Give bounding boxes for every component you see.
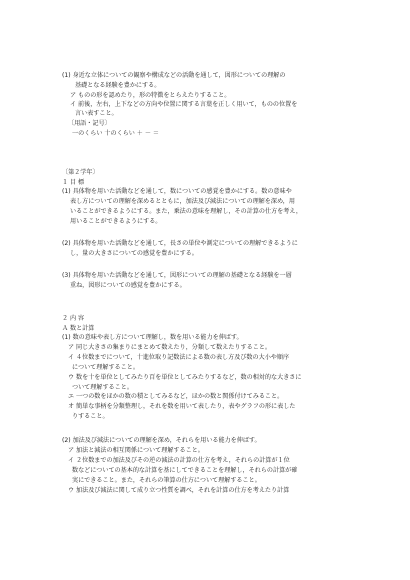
text-line: １ 目 標: [62, 179, 85, 186]
text-line: 〔第２学年〕: [62, 169, 99, 176]
text-line: 実にできること。また，それらの筆算の仕方について理解すること。: [72, 477, 261, 484]
text-line: イ 前後，左右，上下などの方向や位置に関する言葉を正しく用いて，ものの位置を: [70, 101, 298, 108]
text-line: 表し方についての理解を深めるとともに，加法及び減法についての理解を深め，用: [70, 198, 295, 205]
text-line: ア 同じ大きさの集まりにまとめて数えたり，分類して数えたりすること。: [68, 344, 272, 351]
text-line: ついて理解すること。: [72, 384, 133, 391]
text-line: (3) 具体物を用いた活動などを通して，図形についての理解の基礎となる経験を一層: [62, 272, 292, 279]
text-line: 〔用語・記号〕: [68, 120, 111, 127]
text-line: オ 簡単な事柄を分類整理し，それを数を用いて表したり，表やグラフの形に表した: [68, 403, 296, 410]
text-line: (1) 身近な立体についての観察や構成などの活動を通して，図形についての理解の: [62, 72, 286, 79]
text-line: 用いることができるようにする。: [70, 218, 162, 225]
text-line: ウ 加法及び減法に関して成り立つ性質を調べ，それを計算の仕方を考えたり計算: [68, 487, 290, 494]
text-line: (2) 加法及び減法についての理解を深め，それらを用いる能力を伸ばす。: [62, 437, 261, 444]
text-line: エ 一つの数をほかの数の積としてみるなど，ほかの数と関係付けてみること。: [68, 393, 284, 400]
text-line: 重ね，図形についての感覚を豊かにする。: [70, 282, 186, 289]
text-line: 言い表すこと。: [75, 110, 118, 117]
text-line: 一のくらい 十のくらい ＋ － ＝: [72, 130, 159, 137]
text-line: し，量の大きさについての感覚を豊かにする。: [70, 250, 198, 257]
text-line: 基礎となる経験を豊かにする。: [75, 82, 161, 89]
text-line: (2) 具体物を用いた活動などを通して，長さの単位や測定についての理解できるように: [62, 240, 298, 247]
text-line: イ ４位数までについて，十進位取り記数法による数の表し方及び数の大小や順序: [68, 354, 290, 361]
text-line: イ ２位数までの加法及びその逆の減法の計算の仕方を考え，それらの計算が１位: [68, 457, 290, 464]
text-line: ウ 数を十を単位としてみたり百を単位としてみたりするなど，数の相対的な大きさに: [68, 374, 302, 381]
text-line: 数などについての基本的な計算を基にしてできることを理解し，それらの計算が確: [72, 467, 298, 474]
text-line: (1) 数の意味や表し方について理解し，数を用いる能力を伸ばす。: [62, 334, 243, 341]
text-line: ア ものの形を認めたり，形の特徴をとらえたりすること。: [70, 92, 231, 99]
text-line: ２ 内 容: [62, 315, 85, 322]
text-line: ア 加法と減法の相互関係について理解すること。: [68, 447, 204, 454]
text-line: (1) 具体物を用いた活動などを通して，数についての感覚を豊かにする。数の意味や: [62, 188, 292, 195]
text-line: について理解すること。: [72, 364, 139, 371]
text-line: いることができるようにする。また，乗法の意味を理解し，その計算の仕方を考え，: [70, 208, 302, 215]
text-line: りすること。: [72, 413, 109, 420]
text-line: Ａ 数と計算: [62, 325, 95, 332]
